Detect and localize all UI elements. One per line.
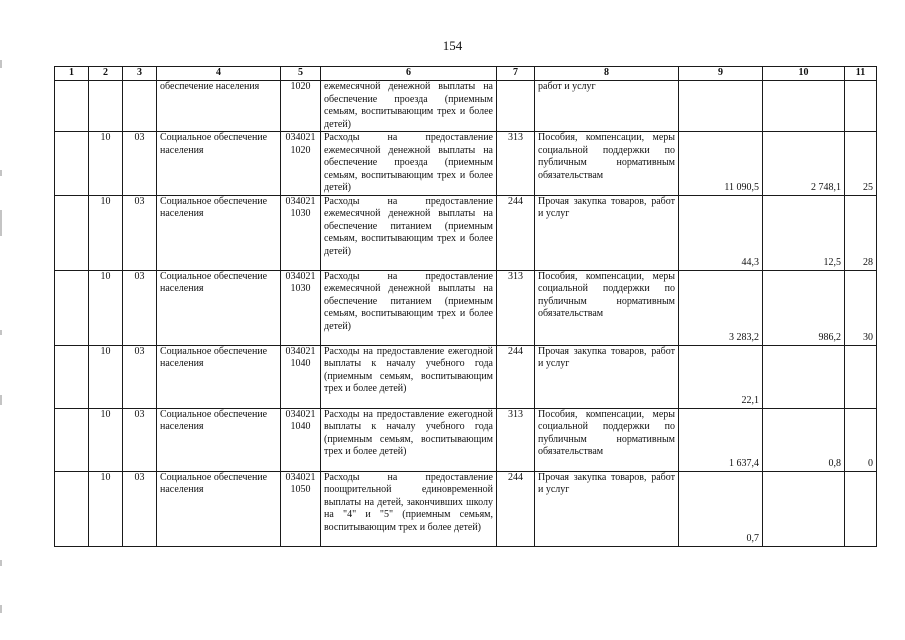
cell-target-code: 1020 (281, 81, 321, 132)
cell-subsection: 03 (123, 345, 157, 408)
table-row (55, 195, 877, 270)
cell-amount-executed: 986,2 (763, 270, 845, 345)
cell-section: 10 (89, 471, 123, 546)
cell-amount-executed: 0,8 (763, 408, 845, 471)
cell-amount (679, 81, 763, 132)
cell-description: Расходы на предоставление ежемесячной денежной выплаты на обеспечение проезда (приемным семьям, воспитывающим трех и более детей) (321, 132, 497, 196)
scan-edge-mark (0, 170, 2, 176)
cell-target-code: 034021 1020 (281, 132, 321, 196)
cell-col1 (55, 408, 89, 471)
table-row (55, 471, 877, 546)
scan-edge-mark (0, 60, 2, 68)
column-header: 1 (55, 67, 89, 81)
cell-section (89, 81, 123, 132)
cell-section-name: Социальное обеспечение населения (157, 195, 281, 270)
cell-section: 10 (89, 195, 123, 270)
cell-percent: 30 (845, 270, 877, 345)
cell-target-code: 034021 1040 (281, 345, 321, 408)
cell-section-name: Социальное обеспечение населения (157, 471, 281, 546)
cell-amount: 1 637,4 (679, 408, 763, 471)
header-row (55, 67, 877, 81)
cell-section: 10 (89, 270, 123, 345)
column-header: 3 (123, 67, 157, 81)
cell-amount: 11 090,5 (679, 132, 763, 196)
cell-description: Расходы на предоставление ежегодной выплаты к началу учебного года (приемным семьям, воспитывающим трех и более детей) (321, 408, 497, 471)
cell-amount-executed (763, 81, 845, 132)
cell-subsection: 03 (123, 195, 157, 270)
table-row (55, 408, 877, 471)
cell-section-name: Социальное обеспечение населения (157, 345, 281, 408)
column-header: 4 (157, 67, 281, 81)
table-row (55, 81, 877, 132)
column-header: 5 (281, 67, 321, 81)
cell-col1 (55, 195, 89, 270)
cell-subsection: 03 (123, 408, 157, 471)
cell-col1 (55, 81, 89, 132)
cell-target-code: 034021 1030 (281, 270, 321, 345)
cell-expense-name: Прочая закупка товаров, работ и услуг (535, 195, 679, 270)
cell-description: ежемесячной денежной выплаты на обеспечение проезда (приемным семьям, воспитывающим трех и более детей) (321, 81, 497, 132)
cell-section: 10 (89, 345, 123, 408)
cell-target-code: 034021 1030 (281, 195, 321, 270)
cell-percent (845, 81, 877, 132)
scan-edge-mark (0, 330, 2, 335)
cell-percent: 25 (845, 132, 877, 196)
cell-amount-executed (763, 471, 845, 546)
cell-description: Расходы на предоставление ежемесячной денежной выплаты на обеспечение питанием (приемным семьям, воспитывающим трех и более детей) (321, 195, 497, 270)
cell-subsection: 03 (123, 270, 157, 345)
cell-expense-code (497, 81, 535, 132)
cell-section: 10 (89, 132, 123, 196)
scan-edge-mark (0, 210, 2, 236)
cell-subsection: 03 (123, 471, 157, 546)
cell-expense-code: 244 (497, 471, 535, 546)
table-row (55, 132, 877, 196)
cell-col1 (55, 471, 89, 546)
cell-expense-code: 313 (497, 408, 535, 471)
cell-description: Расходы на предоставление ежемесячной денежной выплаты на обеспечение питанием (приемным семьям, воспитывающим трех и более детей) (321, 270, 497, 345)
cell-section: 10 (89, 408, 123, 471)
cell-section-name: обеспечение населения (157, 81, 281, 132)
cell-amount: 22,1 (679, 345, 763, 408)
scan-edge-mark (0, 560, 2, 566)
cell-section-name: Социальное обеспечение населения (157, 408, 281, 471)
cell-expense-name: Прочая закупка товаров, работ и услуг (535, 345, 679, 408)
cell-amount: 3 283,2 (679, 270, 763, 345)
cell-expense-name: Прочая закупка товаров, работ и услуг (535, 471, 679, 546)
cell-target-code: 034021 1050 (281, 471, 321, 546)
cell-expense-code: 244 (497, 195, 535, 270)
cell-expense-name: Пособия, компенсации, меры социальной поддержки по публичным нормативным обязательствам (535, 132, 679, 196)
table-row (55, 270, 877, 345)
cell-subsection: 03 (123, 132, 157, 196)
cell-percent: 28 (845, 195, 877, 270)
page-number: 154 (442, 38, 463, 53)
cell-expense-name: Пособия, компенсации, меры социальной поддержки по публичным нормативным обязательствам (535, 270, 679, 345)
cell-section-name: Социальное обеспечение населения (157, 270, 281, 345)
cell-amount: 0,7 (679, 471, 763, 546)
column-header: 9 (679, 67, 763, 81)
column-header: 7 (497, 67, 535, 81)
cell-expense-code: 244 (497, 345, 535, 408)
cell-amount-executed: 2 748,1 (763, 132, 845, 196)
cell-expense-name: Пособия, компенсации, меры социальной поддержки по публичным нормативным обязательствам (535, 408, 679, 471)
cell-expense-name: работ и услуг (535, 81, 679, 132)
table-row (55, 345, 877, 408)
cell-expense-code: 313 (497, 270, 535, 345)
column-header: 10 (763, 67, 845, 81)
cell-percent (845, 471, 877, 546)
column-header: 8 (535, 67, 679, 81)
cell-section-name: Социальное обеспечение населения (157, 132, 281, 196)
column-header: 2 (89, 67, 123, 81)
cell-amount-executed (763, 345, 845, 408)
cell-description: Расходы на предоставление ежегодной выплаты к началу учебного года (приемным семьям, воспитывающим трех и более детей) (321, 345, 497, 408)
cell-amount-executed: 12,5 (763, 195, 845, 270)
cell-col1 (55, 345, 89, 408)
budget-table (54, 66, 877, 547)
cell-expense-code: 313 (497, 132, 535, 196)
cell-target-code: 034021 1040 (281, 408, 321, 471)
cell-percent: 0 (845, 408, 877, 471)
scan-edge-mark (0, 395, 2, 405)
cell-percent (845, 345, 877, 408)
cell-col1 (55, 132, 89, 196)
cell-subsection (123, 81, 157, 132)
cell-amount: 44,3 (679, 195, 763, 270)
cell-description: Расходы на предоставление поощрительной единовременной выплаты на детей, закончивших школу на "4" и "5" (приемным семьям, воспитывающим трех и более детей) (321, 471, 497, 546)
column-header: 6 (321, 67, 497, 81)
cell-col1 (55, 270, 89, 345)
scan-edge-mark (0, 605, 2, 613)
column-header: 11 (845, 67, 877, 81)
